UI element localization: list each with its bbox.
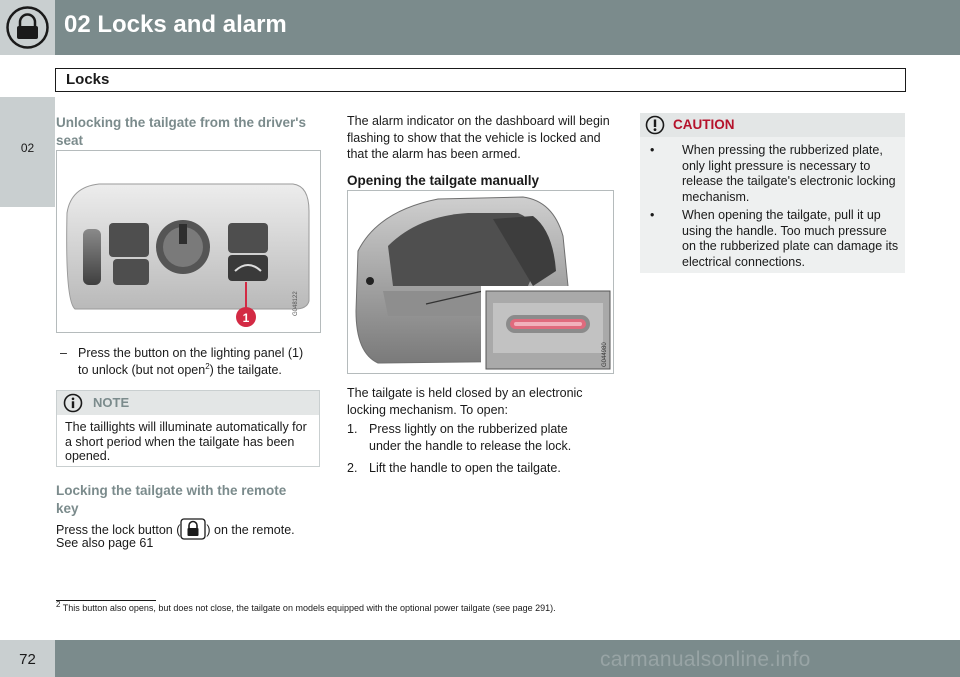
footnote bbox=[56, 600, 556, 613]
caution-item-2-text: When opening the tailgate, pull it up using the handle. Too much pressure on the rubberized plate can damage its electrical connections. bbox=[682, 208, 899, 269]
note-box bbox=[56, 390, 320, 467]
note-title: NOTE bbox=[93, 395, 130, 410]
caution-item-2 bbox=[650, 208, 900, 268]
manual-step-2-line1: Lift the handle to open the tailgate. bbox=[369, 461, 561, 475]
caution-bullet-1: • bbox=[650, 143, 655, 157]
manual-intro: The tailgate is held closed by an electronic locking mechanism. To open: bbox=[347, 386, 583, 417]
manual-step-1-line2: under the handle to release the lock. bbox=[369, 439, 572, 453]
unlock-step-text-post: ) the tailgate. bbox=[209, 363, 282, 377]
footnote-marker: 2 bbox=[205, 361, 210, 371]
manual-heading: Opening the tailgate manually bbox=[347, 173, 540, 188]
footnote-rule bbox=[56, 600, 156, 601]
unlock-heading-line1: Unlocking the tailgate from the driver's bbox=[56, 115, 307, 130]
chapter-side-tab-label: 02 bbox=[20, 141, 35, 155]
lock-remote-text-pre: Press the lock button ( bbox=[56, 523, 181, 537]
caution-item-1 bbox=[650, 143, 900, 203]
caution-box bbox=[640, 113, 905, 273]
alarm-text: The alarm indicator on the dashboard will begin flashing to show that the vehicle is locked and that the alarm has been armed. bbox=[347, 114, 610, 161]
note-header bbox=[57, 391, 319, 415]
tailgate-figure-code: G044980 bbox=[602, 342, 608, 367]
panel-callout-number: 1 bbox=[242, 311, 250, 325]
tailgate-illustration bbox=[348, 191, 613, 373]
remote-lock-icon bbox=[180, 518, 206, 540]
chapter-title: 02 Locks and alarm bbox=[64, 11, 287, 38]
tailgate-figure bbox=[347, 190, 614, 374]
manual-step-2 bbox=[347, 460, 615, 477]
watermark: carmanualsonline.info bbox=[600, 648, 811, 671]
unlock-step-line2 bbox=[78, 362, 282, 379]
lighting-panel-illustration bbox=[57, 151, 320, 332]
page-number: 72 bbox=[19, 651, 36, 668]
lock-remote-heading-line1: Locking the tailgate with the remote bbox=[56, 483, 287, 498]
info-icon bbox=[63, 393, 83, 413]
manual-step-1 bbox=[347, 421, 615, 455]
caution-bullet-2: • bbox=[650, 208, 655, 222]
header-icon-box bbox=[0, 0, 55, 55]
caution-title: CAUTION bbox=[673, 117, 735, 132]
caution-item-1-text: When pressing the rubberized plate, only light pressure is necessary to release the tailgate's electronic locking mechanism. bbox=[682, 143, 896, 204]
footnote-number: 2 bbox=[56, 600, 61, 609]
manual-step-2-num: 2. bbox=[347, 461, 358, 475]
lighting-figure-code: G048122 bbox=[293, 291, 299, 316]
manual-step-1-num: 1. bbox=[347, 422, 358, 436]
unlock-step-line1: Press the button on the lighting panel (1) bbox=[78, 346, 304, 360]
section-bar bbox=[55, 68, 906, 92]
unlock-heading-line2: seat bbox=[56, 133, 84, 148]
lock-chapter-icon bbox=[0, 0, 55, 55]
page-footer bbox=[0, 640, 960, 677]
note-text: The taillights will illuminate automatically for a short period when the tailgate has been opened. bbox=[65, 420, 307, 463]
manual-step-1-line1: Press lightly on the rubberized plate bbox=[369, 422, 568, 436]
caution-header bbox=[640, 113, 905, 137]
lock-remote-text-post: ) on the remote. bbox=[206, 523, 295, 537]
unlock-step-text-pre: to unlock (but not open bbox=[78, 363, 206, 377]
lighting-panel-figure bbox=[56, 150, 321, 333]
lock-remote-text-line2: See also page 61 bbox=[56, 536, 154, 550]
footnote-text: This button also opens, but does not close, the tailgate on models equipped with the optional power tailgate (see page 291). bbox=[60, 603, 556, 613]
lock-remote-heading-line2: key bbox=[56, 501, 79, 516]
warning-icon bbox=[645, 115, 665, 135]
section-title: Locks bbox=[66, 71, 110, 88]
unlock-step-dash: – bbox=[60, 346, 67, 360]
